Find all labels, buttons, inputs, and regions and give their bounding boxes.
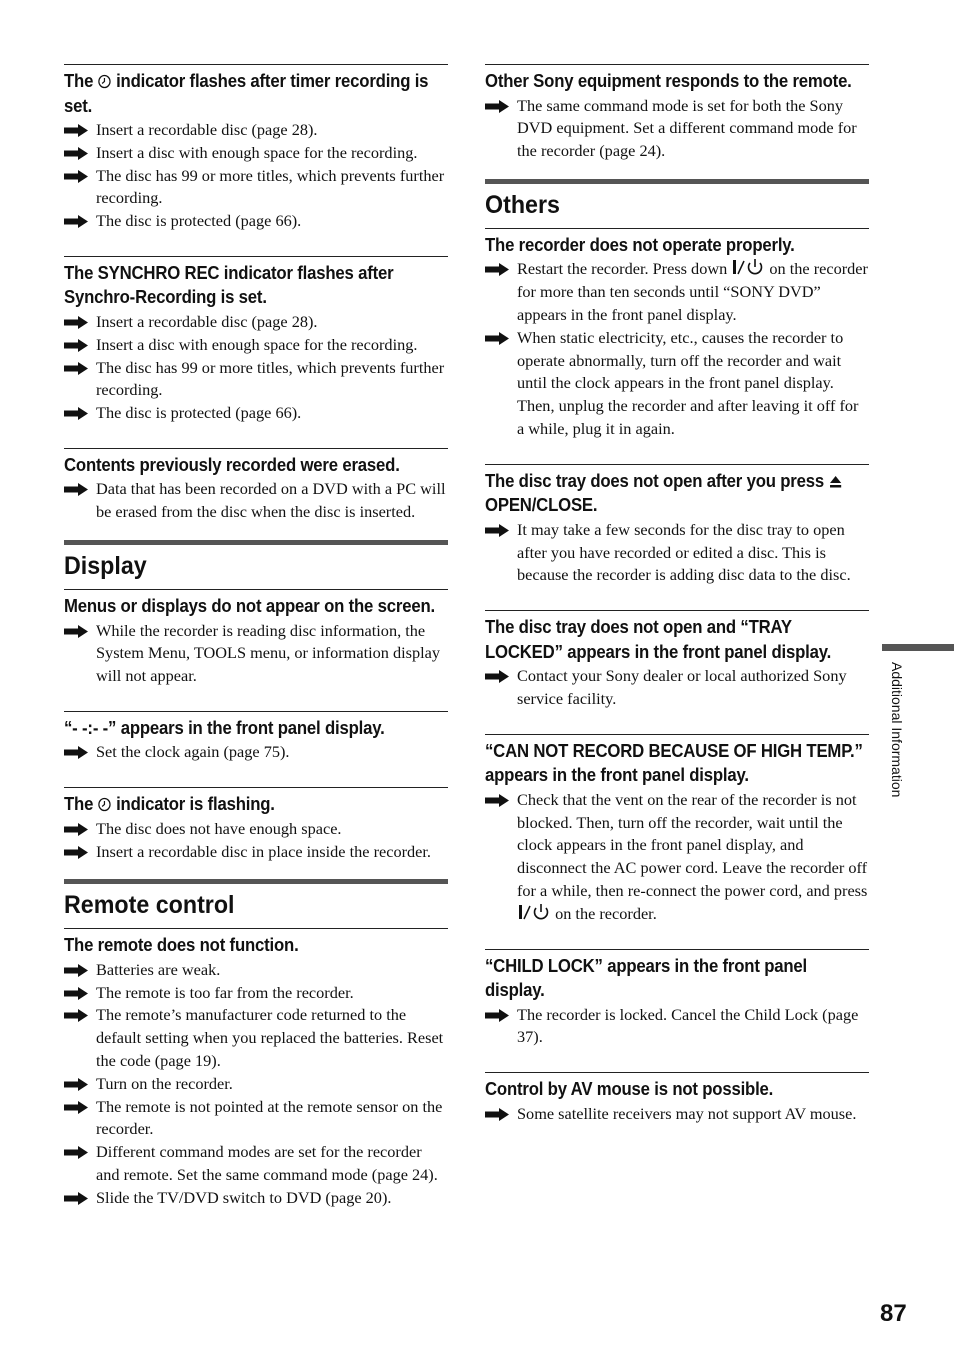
arrow-icon — [64, 1078, 88, 1091]
list-item — [64, 357, 448, 403]
list-item — [64, 959, 448, 982]
list-item — [485, 1103, 869, 1126]
subsection-title: The disc tray does not open after you press OPEN/CLOSE. — [485, 469, 871, 518]
item-list — [64, 119, 448, 233]
item-list — [485, 95, 869, 163]
list-item — [64, 478, 448, 524]
subsection-title: Other Sony equipment responds to the remote. — [485, 71, 852, 91]
list-item-text: When static electricity, etc., causes the recorder to operate abnormally, turn off the recorder and wait until the clock appears in the front panel display. Then, unplug the recorder and after leaving it off for a while, plug it in again. — [517, 327, 859, 438]
subsection-title: The indicator flashes after timer recording is set. — [64, 71, 429, 116]
subsection — [485, 734, 869, 926]
list-item — [485, 327, 869, 441]
item-list — [64, 478, 448, 524]
list-item — [485, 789, 869, 926]
list-item-text: Restart the recorder. Press down on the recorder for more than ten seconds until “SONY DVD” appears in the front panel display. — [517, 259, 868, 324]
list-item-text: The disc has 99 or more titles, which prevents further recording. — [96, 165, 445, 208]
subsection — [64, 787, 448, 863]
subsection — [485, 64, 869, 163]
list-item-text: Data that has been recorded on a DVD with a PC will be erased from the disc when the disc is inserted. — [96, 479, 446, 522]
subsection-title: The indicator is flashing. — [64, 794, 275, 815]
arrow-icon — [64, 1101, 88, 1114]
section-title: Display — [64, 552, 147, 581]
list-item-text: The remote is too far from the recorder. — [96, 982, 354, 1002]
subsection — [64, 256, 448, 425]
side-tab-bar — [882, 644, 954, 651]
item-list — [64, 818, 448, 864]
arrow-icon — [64, 407, 88, 420]
list-item-text: Insert a recordable disc (page 28). — [96, 311, 318, 331]
item-list — [485, 1004, 869, 1050]
right-column — [485, 64, 869, 1125]
left-column — [64, 64, 448, 1210]
section-title: Others — [485, 190, 560, 219]
item-list — [485, 1103, 869, 1126]
arrow-icon — [64, 746, 88, 759]
arrow-icon — [64, 215, 88, 228]
arrow-icon — [64, 483, 88, 496]
side-tab — [883, 662, 913, 832]
list-item — [64, 982, 448, 1005]
subsection-title: Menus or displays do not appear on the screen. — [64, 596, 435, 617]
subsection — [64, 589, 448, 688]
arrow-icon — [64, 823, 88, 836]
list-item — [485, 258, 869, 326]
list-item — [485, 1004, 869, 1050]
section-header — [64, 879, 448, 921]
item-list — [64, 741, 448, 764]
list-item-text: The same command mode is set for both the Sony DVD equipment. Set a different command mode for the recorder (page 24). — [517, 95, 857, 161]
arrow-icon — [64, 147, 88, 160]
section-title: Remote control — [64, 891, 235, 920]
power-icon — [517, 903, 551, 921]
list-item-text: Different command modes are set for the recorder and remote. Set the same command mode (page 24). — [96, 1142, 438, 1185]
list-item-text: Slide the TV/DVD switch to DVD (page 20). — [96, 1187, 392, 1207]
item-list — [64, 311, 448, 425]
power-icon — [731, 258, 765, 276]
item-list — [485, 665, 869, 711]
arrow-icon — [64, 170, 88, 183]
subsection — [64, 64, 448, 233]
arrow-icon — [64, 339, 88, 352]
arrow-icon — [485, 794, 509, 807]
subsection — [485, 610, 869, 711]
subsection — [64, 448, 448, 524]
list-item — [64, 1096, 448, 1142]
arrow-icon — [485, 263, 509, 276]
list-item — [64, 119, 448, 142]
arrow-icon — [64, 1009, 88, 1022]
list-item-text: The recorder is locked. Cancel the Child Lock (page 37). — [517, 1004, 859, 1047]
subsection — [485, 1072, 869, 1125]
list-item-text: The disc does not have enough space. — [96, 818, 342, 838]
list-item-text: Contact your Sony dealer or local authorized Sony service facility. — [517, 666, 847, 708]
list-item-text: Check that the vent on the rear of the recorder is not blocked. Then, turn off the recorder, wait until the clock appears in the front panel display, and disconnect the AC power cord. Leave the recorder off for a while, then re-connect the power cord, and press on the recorder. — [517, 789, 868, 923]
page-number: 87 — [880, 1300, 907, 1327]
subsection-title: “CAN NOT RECORD BECAUSE OF HIGH TEMP.” appears in the front panel display. — [485, 740, 863, 786]
arrow-icon — [64, 1146, 88, 1159]
subsection — [485, 949, 869, 1050]
arrow-icon — [485, 1009, 509, 1022]
subsection-title: “- -:- -” appears in the front panel display. — [64, 717, 385, 738]
arrow-icon — [485, 524, 509, 537]
item-list — [485, 519, 869, 587]
list-item — [64, 1004, 448, 1072]
arrow-icon — [485, 1108, 509, 1121]
list-item — [64, 142, 448, 165]
list-item — [64, 620, 448, 688]
list-item — [485, 519, 869, 587]
list-item-text: While the recorder is reading disc information, the System Menu, TOOLS menu, or information display will not appear. — [96, 620, 440, 686]
item-list — [485, 789, 869, 926]
list-item — [64, 1187, 448, 1210]
list-item-text: Insert a disc with enough space for the recording. — [96, 142, 418, 162]
list-item-text: Some satellite receivers may not support AV mouse. — [517, 1103, 857, 1123]
side-tab-label: Additional Information — [889, 662, 905, 798]
subsection-title: The disc tray does not open and “TRAY LOCKED” appears in the front panel display. — [485, 617, 832, 662]
arrow-icon — [64, 846, 88, 859]
subsection — [64, 711, 448, 764]
arrow-icon — [64, 124, 88, 137]
list-item-text: The remote is not pointed at the remote sensor on the recorder. — [96, 1096, 443, 1139]
list-item — [64, 165, 448, 211]
section-header — [64, 540, 448, 582]
arrow-icon — [64, 1192, 88, 1205]
arrow-icon — [485, 670, 509, 683]
subsection — [64, 928, 448, 1209]
arrow-icon — [485, 332, 509, 345]
arrow-icon — [64, 362, 88, 375]
eject-icon — [828, 474, 843, 489]
list-item — [64, 1141, 448, 1187]
list-item — [64, 210, 448, 233]
list-item-text: The remote’s manufacturer code returned to the default setting when you replaced the batteries. Reset the code (page 19). — [96, 1005, 444, 1071]
list-item-text: Batteries are weak. — [96, 959, 221, 979]
list-item — [64, 1073, 448, 1096]
timer-icon — [98, 74, 112, 89]
item-list — [485, 258, 869, 440]
list-item — [64, 334, 448, 357]
subsection-title: The recorder does not operate properly. — [485, 234, 795, 255]
arrow-icon — [64, 316, 88, 329]
arrow-icon — [485, 100, 509, 113]
list-item — [485, 95, 869, 163]
list-item-text: It may take a few seconds for the disc tray to open after you have recorded or edited a disc. This is because the recorder is adding disc data to the disc. — [517, 519, 851, 585]
subsection — [485, 228, 869, 441]
arrow-icon — [64, 987, 88, 1000]
list-item-text: The disc is protected (page 66). — [96, 403, 302, 423]
list-item — [64, 818, 448, 841]
item-list — [64, 620, 448, 688]
list-item — [64, 311, 448, 334]
list-item — [485, 665, 869, 711]
subsection-title: “CHILD LOCK” appears in the front panel display. — [485, 955, 807, 1001]
list-item-text: Insert a recordable disc in place inside the recorder. — [96, 841, 431, 861]
list-item — [64, 402, 448, 425]
arrow-icon — [64, 964, 88, 977]
subsection — [485, 464, 869, 587]
subsection-title: The SYNCHRO REC indicator flashes after Synchro-Recording is set. — [64, 262, 394, 308]
list-item-text: Set the clock again (page 75). — [96, 742, 290, 762]
subsection-title: Contents previously recorded were erased. — [64, 454, 400, 475]
list-item — [64, 841, 448, 864]
list-item-text: Insert a disc with enough space for the recording. — [96, 334, 418, 354]
item-list — [64, 959, 448, 1210]
list-item-text: The disc is protected (page 66). — [96, 211, 302, 231]
timer-icon — [98, 797, 112, 812]
list-item-text: Insert a recordable disc (page 28). — [96, 120, 318, 139]
list-item — [64, 741, 448, 764]
subsection-title: Control by AV mouse is not possible. — [485, 1079, 774, 1100]
list-item-text: Turn on the recorder. — [96, 1073, 233, 1093]
list-item-text: The disc has 99 or more titles, which prevents further recording. — [96, 357, 445, 400]
subsection-title: The remote does not function. — [64, 935, 299, 956]
arrow-icon — [64, 625, 88, 638]
section-header — [485, 179, 869, 221]
